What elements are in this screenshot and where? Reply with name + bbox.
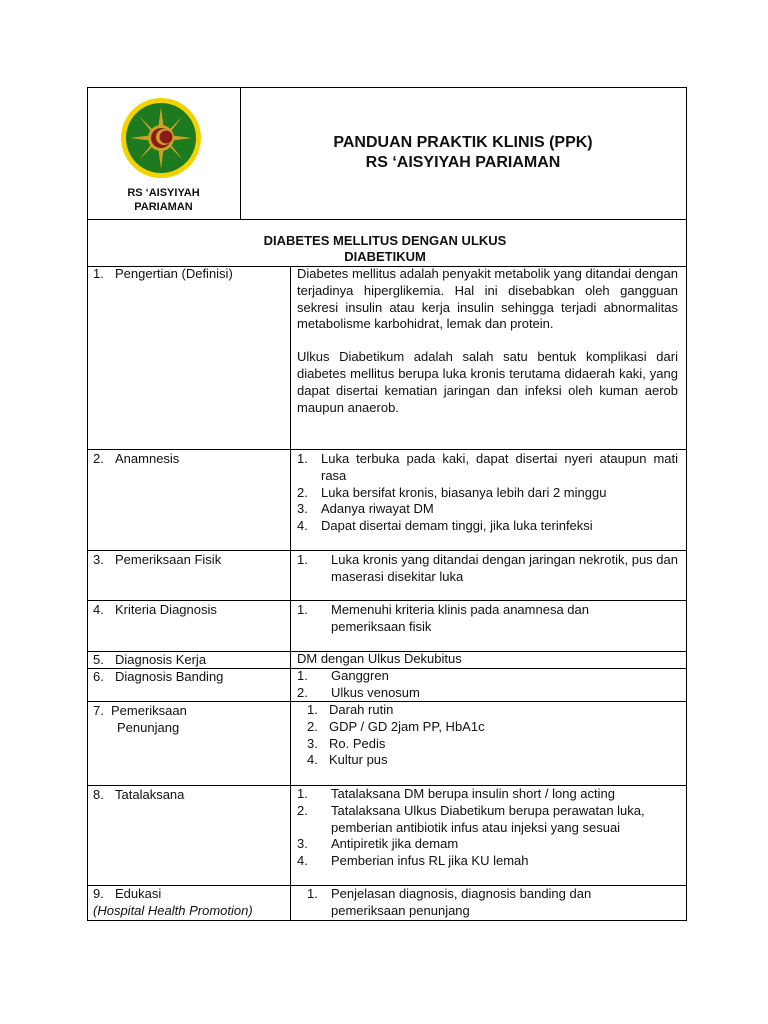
row-number: 5. — [93, 652, 104, 667]
list-item: 1. Memenuhi kriteria klinis pada anamnesa dan pemeriksaan fisik — [297, 602, 607, 636]
row-divider — [87, 600, 687, 601]
list-item: 3. Antipiretik jika demam — [297, 836, 672, 853]
list-item-text: Pemberian infus RL jika KU lemah — [331, 853, 529, 869]
row-label-kriteria-diagnosis — [93, 602, 217, 619]
row-label-text: Pemeriksaan Fisik — [115, 552, 222, 567]
list-item-text: Adanya riwayat DM — [321, 501, 434, 517]
list-item-text: Ganggren — [331, 668, 389, 683]
row-label-edukasi — [93, 886, 253, 919]
title-line-1: PANDUAN PRAKTIK KLINIS (PPK) — [333, 134, 593, 151]
section-title-line-2: DIABETIKUM — [344, 249, 426, 264]
list-item: 3. Adanya riwayat DM — [297, 501, 678, 518]
row-label-pemeriksaan-fisik — [93, 552, 221, 569]
hospital-logo — [120, 97, 202, 179]
list-item: 2. GDP / GD 2jam PP, HbA1c — [297, 719, 678, 736]
row-content-pemeriksaan-fisik — [297, 552, 678, 586]
row-number: 7. — [93, 703, 104, 718]
row-number: 9. — [93, 886, 104, 901]
column-divider — [290, 266, 291, 921]
row-content-tatalaksana — [297, 786, 672, 870]
title-line-2: RS ‘AISYIYAH PARIAMAN — [365, 154, 561, 171]
row-number: 3. — [93, 552, 104, 567]
row-label-text: Anamnesis — [115, 451, 180, 466]
list-item: 2. Tatalaksana Ulkus Diabetikum berupa perawatan luka, pemberian antibiotik infus atau injeksi yang sesuai — [297, 803, 672, 837]
list-item-text: Ulkus venosum — [331, 684, 420, 700]
list-item: 1. Ganggren — [297, 668, 678, 685]
list-item-text: Tatalaksana Ulkus Diabetikum berupa perawatan luka, pemberian antibiotik infus atau injeksi yang sesuai — [331, 802, 645, 835]
section-title — [180, 233, 590, 265]
list-item-text: Ro. Pedis — [329, 735, 386, 751]
row-content-diagnosis-banding — [297, 668, 678, 702]
list-item: 2. Ulkus venosum — [297, 685, 678, 702]
row-divider — [87, 550, 687, 551]
list-item: 1. Darah rutin — [297, 702, 678, 719]
list-item: 1. Penjelasan diagnosis, diagnosis banding dan pemeriksaan penunjang — [297, 886, 657, 920]
row-label-text-2: Penunjang — [117, 719, 180, 735]
row-label-text: Diagnosis Banding — [115, 669, 224, 684]
row-label-tatalaksana — [93, 787, 184, 804]
row-content-anamnesis — [297, 451, 678, 535]
list-item: 1. Luka terbuka pada kaki, dapat disertai nyeri ataupun mati rasa — [297, 451, 678, 483]
list-item: 3. Ro. Pedis — [297, 736, 678, 753]
row-label-anamnesis — [93, 451, 179, 468]
row-label-pengertian — [93, 266, 233, 283]
list-item: 4. Kultur pus — [297, 752, 678, 769]
list-item-text: Dapat disertai demam tinggi, jika luka terinfeksi — [321, 518, 593, 534]
list-item-text: Memenuhi kriteria klinis pada anamnesa dan pemeriksaan fisik — [331, 602, 589, 634]
list-item-text: GDP / GD 2jam PP, HbA1c — [329, 718, 485, 734]
diagnosis-kerja-text: DM dengan Ulkus Dekubitus — [297, 651, 462, 666]
list-item: 2. Luka bersifat kronis, biasanya lebih dari 2 minggu — [297, 485, 678, 502]
definition-paragraph: Diabetes mellitus adalah penyakit metabolik yang ditandai dengan terjadinya hiperglikemia. Hal ini disebabkan oleh gangguan sekresi insulin atau kerja insulin sehingga terjadi abnormalitas metabolisme karbohidrat, lemak dan protein. — [297, 266, 678, 332]
row-label-text: Tatalaksana — [115, 787, 185, 802]
row-label-text: Pengertian (Definisi) — [115, 266, 233, 281]
list-item-text: Penjelasan diagnosis, diagnosis banding dan pemeriksaan penunjang — [331, 886, 592, 918]
row-label-text: Edukasi — [115, 886, 162, 901]
list-item: 1. Tatalaksana DM berupa insulin short / long acting — [297, 786, 672, 803]
row-content-pengertian — [297, 266, 678, 416]
list-item-text: Luka terbuka pada kaki, dapat disertai nyeri ataupun mati rasa — [321, 451, 678, 483]
row-label-pemeriksaan-penunjang — [93, 703, 187, 736]
row-content-pemeriksaan-penunjang — [297, 702, 678, 769]
row-label-text: Pemeriksaan — [111, 703, 187, 718]
section-title-line-1: DIABETES MELLITUS DENGAN ULKUS — [263, 233, 507, 248]
row-label-text: Diagnosis Kerja — [115, 652, 207, 667]
row-label-text: Kriteria Diagnosis — [115, 602, 217, 617]
row-content-kriteria-diagnosis — [297, 602, 607, 636]
row-number: 2. — [93, 451, 104, 466]
row-label-text-2: (Hospital Health Promotion) — [93, 902, 253, 918]
list-item-text: Darah rutin — [329, 702, 394, 717]
row-number: 1. — [93, 266, 104, 281]
list-item-text: Antipiretik jika demam — [331, 836, 459, 852]
list-item-text: Luka kronis yang ditandai dengan jaringan nekrotik, pus dan maserasi disekitar luka — [331, 552, 678, 584]
hospital-name: RS ‘AISYIYAH PARIAMAN — [127, 187, 200, 213]
row-content-diagnosis-kerja — [297, 651, 678, 668]
list-item: 1. Luka kronis yang ditandai dengan jaringan nekrotik, pus dan maserasi disekitar luka — [297, 552, 678, 584]
list-item: 4. Pemberian infus RL jika KU lemah — [297, 853, 672, 870]
document-title — [240, 133, 686, 173]
list-item: 4. Dapat disertai demam tinggi, jika luka terinfeksi — [297, 518, 678, 535]
row-label-diagnosis-banding — [93, 669, 223, 686]
row-number: 6. — [93, 669, 104, 684]
row-number: 4. — [93, 602, 104, 617]
list-item-text: Tatalaksana DM berupa insulin short / long acting — [331, 786, 615, 801]
list-item-text: Kultur pus — [329, 752, 388, 768]
row-divider — [87, 449, 687, 450]
row-content-edukasi — [297, 886, 657, 920]
row-label-diagnosis-kerja — [93, 652, 206, 669]
list-item-text: Luka bersifat kronis, biasanya lebih dari 2 minggu — [321, 484, 607, 500]
definition-paragraph: Ulkus Diabetikum adalah salah satu bentuk komplikasi dari diabetes mellitus berupa luka kronis terutama didaerah kaki, yang dapat disertai kematian jaringan dan infeksi oleh kuman aerob maupun anaerob. — [297, 349, 678, 415]
row-number: 8. — [93, 787, 104, 802]
